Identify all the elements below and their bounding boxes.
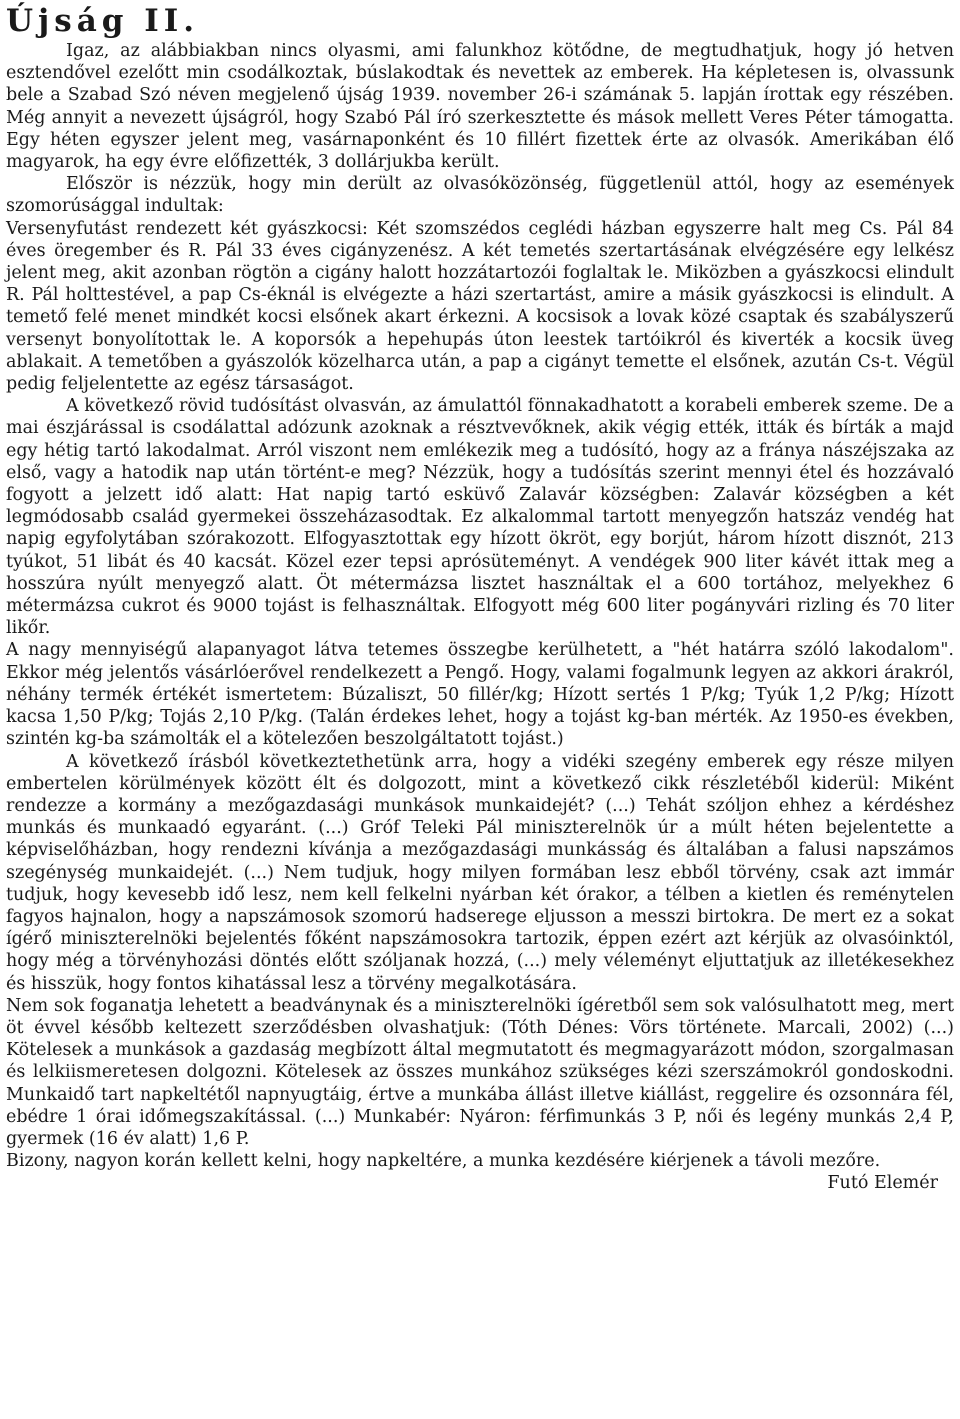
article-title: Újság II. bbox=[6, 3, 200, 39]
paragraph-first-look: Először is nézzük, hogy min derült az olvasóközönség, függetlenül attól, hogy az események szomorúsággal indultak: bbox=[6, 174, 954, 217]
paragraph-prices: A nagy mennyiségű alapanyagot látva tetemes összegbe kerülhetett, a "hét határra szóló lakodalom". Ekkor még jelentős vásárlóerővel rendelkezett a Pengő. Hogy, valami fogalmunk legyen az akkori árakról, néhány termék értékét ismertetem: Búzaliszt, 50 fillér/kg; Hízott sertés 1 P/kg; Tyúk 1,2 P/kg; Hízott kacsa 1,50 P/kg; Tojás 2,10 P/kg. (Talán érdekes lehet, hogy a tojást kg-ban mérték. Az 1950-es években, szintén kg-ba számolták el a kötelezően beszolgáltatott tojást.) bbox=[6, 640, 954, 750]
closing-text: Bizony, nagyon korán kellett kelni, hogy napkeltére, a munka kezdésére kiérjenek a távoli mezőre. bbox=[6, 1151, 881, 1172]
paragraph-funeral-race: Versenyfutást rendezett két gyászkocsi: Két szomszédos ceglédi házban egyszerre halt meg Cs. Pál 84 éves öregember és R. Pál 33 éves cigányzenész. A két temetés szertartásának elvégzésére egy lelkész jelent meg, akit azonban rögtön a cigány halott hozzátartozói foglaltak le. Miközben a gyászkocsi elindult R. Pál holttestével, a pap Cs-éknál is elvégezte a házi szertartást, amire a másik gyászkocsi is elindult. A temető felé menet mindkét kocsi elsőnek akart érkezni. A kocsisok a lovak közé csaptak és szabályszerű versenyt bonyolítottak le. A koporsók a hepehupás úton leestek tartóikról és kiverték a kocsik üveg ablakait. A temetőben a gyászolók közelharca után, a pap a cigányt temette el elsőnek, azután Cs-t. Végül pedig feljelentette az egész társaságot. bbox=[6, 218, 954, 395]
paragraph-workers: A következő írásból következtethetünk arra, hogy a vidéki szegény emberek egy része milyen embertelen körülmények között élt és dolgozott, mint a következő cikk részletéből kiderül: Miként rendezze a kormány a mezőgazdasági munkások munkaidejét? (...) Tehát szóljon ehhez a kérdéshez munkás és munkaadó egyaránt. (...) Gróf Teleki Pál miniszterelnök úr a múlt héten bejelentette a képviselőházban, hogy rendezni kívánja a mezőgazdasági munkásság és általában a falusi napszámos szegénység munkaidejét. (...) Nem tudjuk, hogy milyen formában lesz ebből törvény, csak azt immár tudjuk, hogy kevesebb idő lesz, nem kell felkelni nyárban két órakor, a télben a kietlen és reménytelen fagyos hajnalon, hogy a napszámosok szomorú hadserege eljusson a messzi birtokra. De mert ez a sokat ígérő miniszterelnöki bejelentés főként napszámosokra tartozik, éppen ezért azt kérjük az olvasóinktól, hogy még a törvényhozási döntés előtt szóljanak hozzá, (...) mely véleményt eljuttatjuk az illetékesekhez és hisszük, hogy fontos kihatással lesz a törvény megalkotására. bbox=[6, 751, 954, 994]
paragraph-closing bbox=[6, 1150, 954, 1172]
paragraph-wedding: A következő rövid tudósítást olvasván, az ámulattól fönnakadhatott a korabeli emberek szeme. De a mai észjárással is csodálattal adózunk azoknak a résztvevőknek, akik végig ették, itták és bírták a majd egy hétig tartó lakodalmat. Arról viszont nem emlékezik meg a tudósító, hogy az a fránya nászéjszaka az első, vagy a hatodik nap után történt-e meg? Nézzük, hogy a tudósítás szerint mennyi étel és hozzávaló fogyott a jelzett idő alatt: Hat napig tartó esküvő Zalavár községben: Zalavár községben a két legmódosabb család gyermekei összeházasodtak. Ez alkalommal tartott menyegzőn hatszáz vendég hat napig egyfolytában szórakozott. Elfogyasztottak egy hízott ökröt, egy borjút, három hízott disznót, 213 tyúkot, 51 libát és 40 kacsát. Közel ezer tepsi aprósüteményt. A vendégek 900 liter kávét ittak meg a hosszúra nyúlt menyegző alatt. Öt métermázsa lisztet használtak el a 600 tortához, melyekhez 6 métermázsa cukrot és 9000 tojást is felhasználtak. Elfogyott még 600 liter pogányvári rizling és 70 liter likőr. bbox=[6, 396, 954, 639]
paragraph-intro: Igaz, az alábbiakban nincs olyasmi, ami falunkhoz kötődne, de megtudhatjuk, hogy jó hetven esztendővel ezelőtt min csodálkoztak, búslakodtak és nevettek az emberek. Ha képletesen is, olvassunk bele a Szabad Szó néven megjelenő újság 1939. november 26-i számának 5. lapján írottak egy részében. Még annyit a nevezett újságról, hogy Szabó Pál író szerkesztette és mások mellett Veres Péter támogatta. Egy héten egyszer jelent meg, vasárnaponként és 10 fillért fizettek érte az olvasók. Amerikában élő magyarok, ha egy évre előfizették, 3 dollárjukba került. bbox=[6, 41, 954, 173]
signature-line bbox=[6, 1172, 954, 1194]
author-name: Futó Elemér bbox=[827, 1173, 938, 1194]
paragraph-contract: Nem sok foganatja lehetett a beadványnak és a miniszterelnöki ígéretből sem sok valósulhatott meg, mert öt évvel később keltezett szerződésben olvashatjuk: (Tóth Dénes: Vörs története. Marcali, 2002) (...) Kötelesek a munkások a gazdaság megbízott által megmutatott és megmagyarázott módon, szorgalmasan és lelkiismeretesen dolgozni. Kötelesek az összes munkához szükséges kézi szerszámokról gondoskodni. Munkaidő tart napkeltétől napnyugtáig, értve a munkába állást illetve kiállást, reggelire és ozsonnára fél, ebédre 1 órai időmegszakítással. (...) Munkabér: Nyáron: férfimunkás 3 P, női és legény munkás 2,4 P, gyermek (16 év alatt) 1,6 P. bbox=[6, 995, 954, 1149]
